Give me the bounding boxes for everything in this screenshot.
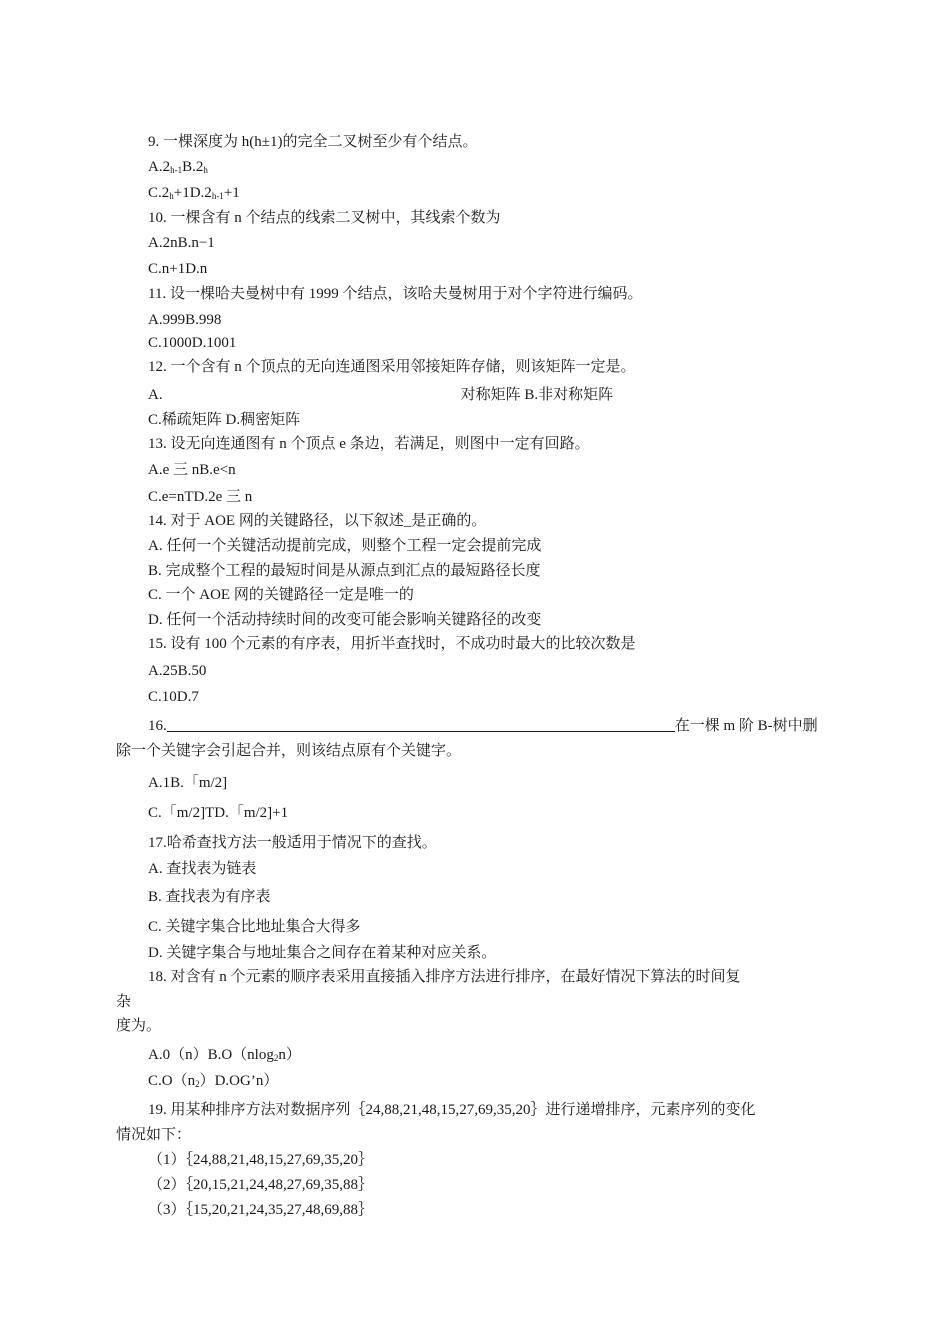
question-19-step-3: （3）｛15,20,21,24,35,27,48,69,88｝ (148, 1202, 374, 1218)
q9-a-sub: h-1 (170, 165, 183, 175)
question-16-options-cd: C.「m/2]TD.「m/2]+1 (148, 805, 289, 821)
question-16-options-ab: A.1B.「m/2] (148, 775, 228, 791)
question-12-options-ab (148, 385, 613, 405)
q18-cd-sub: 2 (195, 1079, 200, 1089)
question-19-stem-line2: 情况如下： (116, 1127, 192, 1143)
question-18-options-ab (148, 1045, 301, 1065)
question-18-stem-line3: 度为。 (116, 1018, 162, 1034)
q9-c-post: +1 (223, 185, 240, 201)
question-16-stem (148, 716, 818, 736)
question-14-option-c: C. 一个 AOE 网的关键路径一定是唯一的 (148, 587, 414, 603)
question-11-options-ab: A.999B.998 (148, 312, 222, 328)
question-19-step-1: （1）｛24,88,21,48,15,27,69,35,20｝ (148, 1152, 374, 1168)
question-16-stem-line2: 除一个关键字会引起合并，则该结点原有个关键字。 (116, 743, 462, 759)
q9-c-text: C.2 (148, 185, 170, 201)
q16-blank-line (167, 717, 675, 732)
question-19-step-2: （2）｛20,15,21,24,48,27,69,35,88｝ (148, 1177, 374, 1193)
question-10-options-cd: C.n+1D.n (148, 261, 208, 277)
question-15-stem: 15. 设有 100 个元素的有序表，用折半查找时，不成功时最大的比较次数是 (148, 636, 636, 652)
question-17-option-c: C. 关键字集合比地址集合大得多 (148, 919, 361, 935)
q9-b-sub: h (203, 165, 208, 175)
question-14-stem: 14. 对于 AOE 网的关键路径，以下叙述_是正确的。 (148, 513, 487, 529)
q9-c-sub2: h-1 (211, 191, 224, 201)
question-11-options-cd: C.1000D.1001 (148, 335, 237, 351)
question-17-stem: 17.哈希查找方法一般适用于情况下的查找。 (148, 835, 437, 851)
q12-a-label: A. (148, 387, 163, 403)
q9-a-text: A.2 (148, 159, 171, 175)
question-18-stem-line2: 杂 (116, 994, 132, 1010)
q18-cd-pre: C.O（n (148, 1073, 196, 1089)
question-15-options-cd: C.10D.7 (148, 689, 199, 705)
question-9-stem: 9. 一棵深度为 h(h±1)的完全二叉树至少有个结点。 (148, 134, 478, 150)
q9-c-sub1: h (169, 191, 174, 201)
question-10-options-ab: A.2nB.n−1 (148, 235, 215, 251)
question-14-option-a: A. 任何一个关键活动提前完成，则整个工程一定会提前完成 (148, 538, 542, 554)
q18-ab-sub: 2 (273, 1053, 279, 1063)
question-17-option-b: B. 查找表为有序表 (148, 889, 271, 905)
q9-b-text: B.2 (182, 159, 204, 175)
question-10-stem: 10. 一棵含有 n 个结点的线索二叉树中，其线索个数为 (148, 210, 501, 226)
q18-cd-post: ）D.OG’n） (199, 1073, 279, 1089)
question-19-stem: 19. 用某种排序方法对数据序列｛24,88,21,48,15,27,69,35,20｝进行递增排序，元素序列的变化 (148, 1102, 756, 1118)
q9-c-mid: +1D.2 (173, 185, 212, 201)
question-15-options-ab: A.25B.50 (148, 663, 207, 679)
question-17-option-a: A. 查找表为链表 (148, 861, 257, 877)
q18-ab-pre: A.0（n）B.O（nlog (148, 1047, 274, 1063)
q16-tail: 在一棵 m 阶 B-树中删 (674, 718, 818, 734)
question-13-options-cd: C.e=nTD.2e 三 n (148, 489, 253, 505)
question-14-option-d: D. 任何一个活动持续时间的改变可能会影响关键路径的改变 (148, 612, 542, 628)
question-9-options-ab (148, 157, 208, 177)
question-9-options-cd (148, 183, 240, 203)
question-18-stem: 18. 对含有 n 个元素的顺序表采用直接插入排序方法进行排序，在最好情况下算法的时间复 (148, 969, 741, 985)
question-13-options-ab: A.e 三 nB.e<n (148, 462, 236, 478)
question-17-option-d: D. 关键字集合与地址集合之间存在着某种对应关系。 (148, 945, 497, 961)
question-11-stem: 11. 设一棵哈夫曼树中有 1999 个结点，该哈夫曼树用于对个字符进行编码。 (148, 286, 643, 302)
question-14-option-b: B. 完成整个工程的最短时间是从源点到汇点的最短路径长度 (148, 563, 541, 579)
q12-ab-rest: 对称矩阵 B.非对称矩阵 (460, 387, 614, 403)
q16-number: 16. (148, 718, 167, 734)
question-12-options-cd: C.稀疏矩阵 D.稠密矩阵 (148, 412, 301, 428)
question-13-stem: 13. 设无向连通图有 n 个顶点 e 条边，若满足，则图中一定有回路。 (148, 436, 590, 452)
q18-ab-post: n） (278, 1047, 301, 1063)
question-18-options-cd (148, 1071, 278, 1091)
question-12-stem: 12. 一个含有 n 个顶点的无向连通图采用邻接矩阵存储，则该矩阵一定是。 (148, 359, 636, 375)
